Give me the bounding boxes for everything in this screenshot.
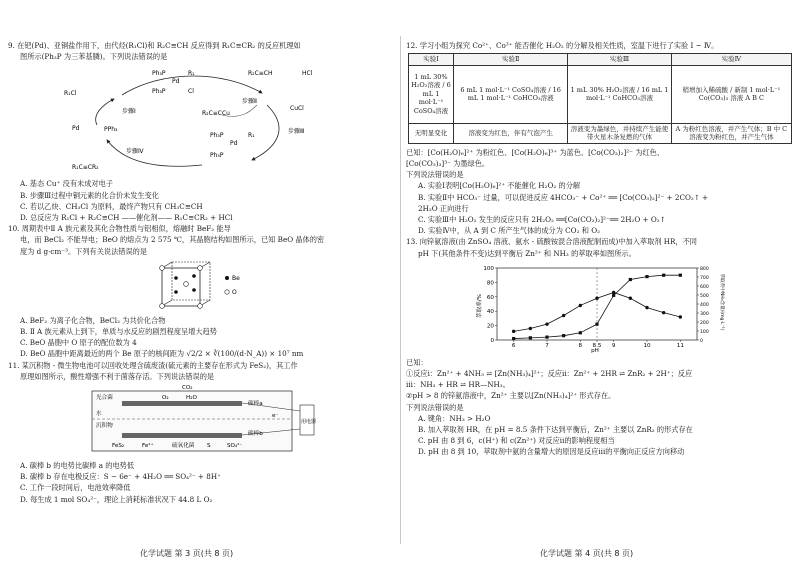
data-point-square	[595, 322, 598, 325]
sediment-label: 沉积物	[96, 423, 113, 430]
x-tick-label: 8.5	[592, 342, 602, 349]
result-cell: 无明显变化	[409, 123, 454, 143]
electron-label: e⁻	[272, 413, 279, 420]
q12-known-2: [Co(CO₃)₃]³⁻ 为墨绿色。	[406, 158, 490, 168]
r2cccu-label: R₂C≡CCu	[202, 110, 230, 118]
cucl-label: CuCl	[290, 105, 304, 113]
s-label: S	[207, 443, 211, 450]
hcl-label: HCl	[302, 70, 313, 78]
q9-stem-cont: 图所示(Ph₃P 为三苯基膦)。下列说法错误的是	[20, 52, 168, 62]
data-point-circle	[512, 329, 515, 332]
q11-option-b[interactable]: B. 碳棒 b 存在电极反应：S − 6e⁻ + 4H₂O ══ SO₄²⁻ + 8H⁺	[20, 472, 221, 482]
q12-ask: 下列说法错误的是	[406, 170, 464, 180]
fes2-label: FeS₂	[112, 443, 125, 450]
data-point-circle	[645, 306, 648, 309]
q11-option-a[interactable]: A. 碳棒 b 的电势比碳棒 a 的电势低	[20, 461, 135, 471]
co2-label: CO₂	[182, 385, 193, 392]
q13-option-a[interactable]: A. 键角：NH₃ > H₂O	[418, 413, 491, 423]
q10-option-d[interactable]: D. BeO 晶胞中距离最近的两个 Be 原子的核间距为 √2/2 × ∛(100/(d·N_A)) × 10⁷ nm	[20, 349, 304, 359]
graphite-b-label: 碳棒b	[248, 431, 263, 438]
water-label: 水	[96, 411, 102, 418]
data-point-square	[629, 278, 632, 281]
data-point-circle	[629, 296, 632, 299]
q13-stem: 13. 向锌氨溶液(由 ZnSO₄ 溶液、氨水 - 硫酸铵混合溶液配制而成)中加入萃取剂 HR，不同	[406, 237, 697, 247]
table-header-cell: 实验Ⅱ	[454, 54, 568, 66]
q13-known-2: ⅲ：NH₃ + HR ⇌ HR—NH₃。	[406, 380, 510, 390]
q13-chart	[475, 262, 725, 354]
page-footer-right: 化学试题 第 4 页(共 8 页)	[540, 549, 634, 558]
x-tick-label: 11	[676, 342, 684, 349]
q9-option-b[interactable]: B. 步骤Ⅲ过程中铜元素的化合价未发生变化	[20, 190, 159, 200]
data-point-circle	[595, 296, 598, 299]
table-row	[409, 65, 792, 123]
q12-known-1: 已知：[Co(H₂O)₆]²⁺ 为粉红色、[Co(H₂O)₆]³⁺ 为蓝色、[Co(CO₃)₂]²⁻ 为红色、	[406, 147, 665, 157]
legend-o: O	[232, 288, 237, 296]
so4-label: SO₄²⁻	[227, 443, 243, 450]
data-point-square	[529, 336, 532, 339]
step2-label: 步骤Ⅱ	[242, 98, 257, 106]
q10-option-c[interactable]: C. BeO 晶胞中 O 原子的配位数为 4	[20, 338, 137, 348]
right-column	[406, 40, 794, 458]
data-point-circle	[579, 303, 582, 306]
h2o-label: H₂O	[186, 395, 197, 402]
pd-left-label: Pd	[72, 125, 80, 133]
page-footer-left: 化学试题 第 3 页(共 8 页)	[140, 549, 234, 558]
q13-option-d[interactable]: D. pH 由 8 到 10，萃取剂中氨的含量增大的原因是反应ⅲ的平衡向正反应方向移动	[418, 447, 685, 457]
device-label: 用电器	[301, 419, 317, 426]
ph3p-d-label: Ph₃P	[210, 152, 224, 160]
data-point-circle	[612, 291, 615, 294]
q11-stem: 11. 某沉积物 - 微生物电池可以回收处理含硫废渣(硫元素的主要存在形式为 FeS₂)，其工作	[8, 360, 298, 370]
cl-top-label: Cl	[188, 88, 194, 96]
light-bacteria-label: 光合菌	[96, 395, 113, 402]
q10-stem-cont2: 度为 d g·cm⁻³。下列有关说法错误的是	[20, 246, 148, 256]
y-tick-label: 20	[486, 323, 494, 330]
graphite-a-label: 碳棒a	[248, 401, 263, 408]
ph3p-b-label: Ph₃P	[152, 88, 166, 96]
data-point-square	[562, 334, 565, 337]
q9-option-d[interactable]: D. 总反应为 R₁Cl + R₂C≡CH ——催化剂—— R₁C≡CR₂ + HCl	[20, 213, 233, 223]
q10-stem: 10. 周期表中Ⅱ A 族元素及其化合物性质与铝相似，熔融时 BeF₂ 能导	[8, 224, 231, 234]
data-point-square	[645, 275, 648, 278]
data-point-square	[545, 335, 548, 338]
y-right-tick-label: 0	[700, 338, 703, 344]
ph3p-a-label: Ph₃P	[152, 70, 166, 78]
q12-option-c[interactable]: C. 实验Ⅲ中 H₂O₂ 发生的反应只有 2H₂O₂ ══[Co(CO₃)₂]²⁻══ 2H₂O + O₂↑	[418, 214, 666, 224]
r2cch-label: R₂C≡CH	[248, 70, 273, 78]
chart-ylabel-left: 萃取率/%	[477, 293, 483, 318]
q11-option-c[interactable]: C. 工作一段时间后，电池效率降低	[20, 483, 131, 493]
q13-known-3: ②pH > 8 的锌氨溶液中，Zn²⁺ 主要以[Zn(NH₃)₄]²⁺ 形式存在。	[406, 391, 616, 401]
q12-option-a[interactable]: A. 实验Ⅰ表明[Co(H₂O)₆]²⁺ 不能催化 H₂O₂ 的分解	[418, 181, 581, 191]
reagent-cell: 1 mL 30% H₂O₂溶液 / 6 mL 1 mol·L⁻¹ CoSO₄溶液	[409, 65, 454, 123]
data-point-circle	[545, 322, 548, 325]
chart-xlabel: pH	[591, 347, 599, 354]
q13-stem-cont: pH 下(其他条件不变)达到平衡后 Zn²⁺ 和 NH₃ 的萃取率如图所示。	[418, 248, 636, 258]
q11-option-d[interactable]: D. 每生成 1 mol SO₄²⁻，理论上消耗标准状况下 44.8 L O₂	[20, 494, 213, 504]
data-point-square	[679, 273, 682, 276]
pd-right-label: Pd	[230, 140, 238, 148]
r1-right-label: R₁	[248, 132, 255, 140]
o2-label: O₂	[162, 395, 169, 402]
table-header-row	[409, 54, 792, 66]
y-right-tick-label: 500	[700, 293, 709, 299]
q9-option-c[interactable]: C. 若以乙炔、CH₃Cl 为原料，最终产物只有 CH₃C≡CH	[20, 201, 203, 211]
table-header-cell: 实验Ⅰ	[409, 54, 454, 66]
legend-be: Be	[232, 274, 240, 282]
table-header-cell: 实验Ⅳ	[671, 54, 791, 66]
q13-known-1: ①反应ⅰ：Zn²⁺ + 4NH₃ ⇌ [Zn(NH₃)₄]²⁺；反应ⅱ：Zn²⁺ + 2HR ⇌ ZnR₂ + 2H⁺；反应	[406, 368, 693, 378]
q13-option-c[interactable]: C. pH 由 8 到 6，c(H⁺) 和 c(Zn²⁺) 对反应ⅱ的影响程度相当	[418, 436, 615, 446]
r1-top-label: R₁	[188, 70, 195, 78]
y-tick-label: 80	[486, 280, 494, 287]
step1-label: 步骤Ⅰ	[122, 108, 136, 116]
reagent-cell: 1 mL 30% H₂O₂溶液 / 16 mL 1 mol·L⁻¹ CoHCO₃溶液	[568, 65, 671, 123]
q13-ask: 下列说法错误的是	[406, 402, 464, 412]
result-cell: 溶液变为红色，伴有气泡产生	[454, 123, 568, 143]
q10-option-b[interactable]: B. Ⅱ A 族元素从上到下，单质与水反应的剧烈程度呈增大趋势	[20, 327, 217, 337]
chart-ylabel-right: 萃取剂中NH₃含量/(mg·L⁻¹)	[719, 273, 724, 331]
data-point-circle	[662, 311, 665, 314]
y-right-tick-label: 800	[700, 266, 709, 272]
y-right-tick-label: 200	[700, 320, 709, 326]
pd-top-label: Pd	[172, 78, 180, 86]
y-right-tick-label: 400	[700, 302, 709, 308]
data-point-square	[579, 331, 582, 334]
data-point-circle	[562, 314, 565, 317]
data-point-circle	[529, 327, 532, 330]
q12-option-b-cont: 2H₂O 正向进行	[418, 203, 469, 213]
q10-crystal-figure	[142, 260, 262, 312]
x-tick-label: 7	[545, 342, 549, 349]
step3-label: 步骤Ⅲ	[288, 128, 305, 136]
result-cell: 溶液变为墨绿色，并持续产生能使带火星木条复燃的气体	[568, 123, 671, 143]
reagent-cell: 6 mL 1 mol·L⁻¹ CoSO₄溶液 / 16 mL 1 mol·L⁻¹ CoHCO₃溶液	[454, 65, 568, 123]
r1cl-label: R₁Cl	[64, 90, 77, 98]
q11-battery-figure	[82, 385, 322, 457]
extraction-rate-chart	[475, 262, 725, 354]
left-column	[8, 40, 396, 505]
q12-experiment-table	[408, 53, 792, 144]
data-point-square	[612, 293, 615, 296]
y-tick-label: 100	[483, 265, 494, 272]
y-right-tick-label: 100	[700, 329, 709, 335]
q12-option-d[interactable]: D. 实验Ⅳ中，从 A 到 C 所产生气体的成分为 CO₂ 和 O₂	[418, 226, 600, 236]
data-point-square	[512, 337, 515, 340]
data-point-circle	[679, 315, 682, 318]
reagent-cell: 稍增加入稀硫酸 / 新制 1 mol·L⁻¹ Co(CO₃)₃ 溶液 A B C	[671, 65, 791, 123]
q9-stem: 9. 在钯(Pd)、亚铜盐作用下，由代烃(R₁Cl)和 R₂C≡CH 反应得到 R₁C≡CR₂ 的反应机理如	[8, 41, 301, 50]
x-tick-label: 6	[511, 342, 516, 349]
y-tick-label: 60	[486, 294, 494, 301]
y-right-tick-label: 700	[700, 275, 709, 281]
step4-label: 步骤Ⅳ	[126, 148, 144, 156]
q12-option-b[interactable]: B. 实验Ⅱ中 HCO₃⁻ 过量，可以促进反应 4HCO₃⁻ + Co²⁺ ══ [Co(CO₃)₂]²⁻ + 2CO₂↑ +	[418, 192, 709, 202]
q10-stem-cont: 电，而 BeCl₂ 不能导电；BeO 的熔点为 2 575 ℃，其晶胞结构如图所示，已知 BeO 晶体的密	[20, 235, 325, 245]
q11-stem-cont: 原理如图所示，酸性增强不利于菌落存活。下列说法错误的是	[20, 371, 215, 381]
column-divider	[400, 36, 401, 544]
q9-mechanism-figure	[52, 65, 352, 175]
q13-known-title: 已知：	[406, 357, 428, 367]
y-tick-label: 0	[490, 337, 494, 344]
pph3-label: PPh₃	[104, 126, 118, 134]
product-label: R₁C≡CR₂	[72, 164, 99, 172]
fe2-label: Fe²⁺	[142, 443, 154, 450]
q10-option-a[interactable]: A. BeF₂ 为离子化合物，BeCl₂ 为共价化合物	[20, 315, 166, 325]
ph3p-c-label: Ph₃P	[210, 132, 224, 140]
x-tick-label: 10	[643, 342, 651, 349]
y-right-tick-label: 300	[700, 311, 709, 317]
table-row	[409, 123, 792, 143]
bacteria-label: 硫氧化菌	[172, 443, 195, 450]
y-right-tick-label: 600	[700, 284, 709, 290]
y-tick-label: 40	[486, 308, 494, 315]
x-tick-label: 8	[578, 342, 583, 349]
q13-option-b[interactable]: B. 加入萃取剂 HR，在 pH = 8.5 条件下达到平衡后，Zn²⁺ 主要以 ZnR₂ 的形式存在	[418, 424, 693, 434]
result-cell: A 为粉红色溶液，并产生气体；B 中 C 溶液变为粉红色，并产生气体	[671, 123, 791, 143]
q12-stem: 12. 学习小组为探究 Co²⁺、Co³⁺ 能否催化 H₂O₂ 的分解及相关性质，室温下进行了实验 Ⅰ ~ Ⅳ。	[406, 41, 719, 50]
x-tick-label: 9	[611, 342, 616, 349]
table-header-cell: 实验Ⅲ	[568, 54, 671, 66]
data-point-square	[662, 273, 665, 276]
q9-option-a[interactable]: A. 基态 Cu⁺ 没有未成对电子	[20, 179, 113, 189]
